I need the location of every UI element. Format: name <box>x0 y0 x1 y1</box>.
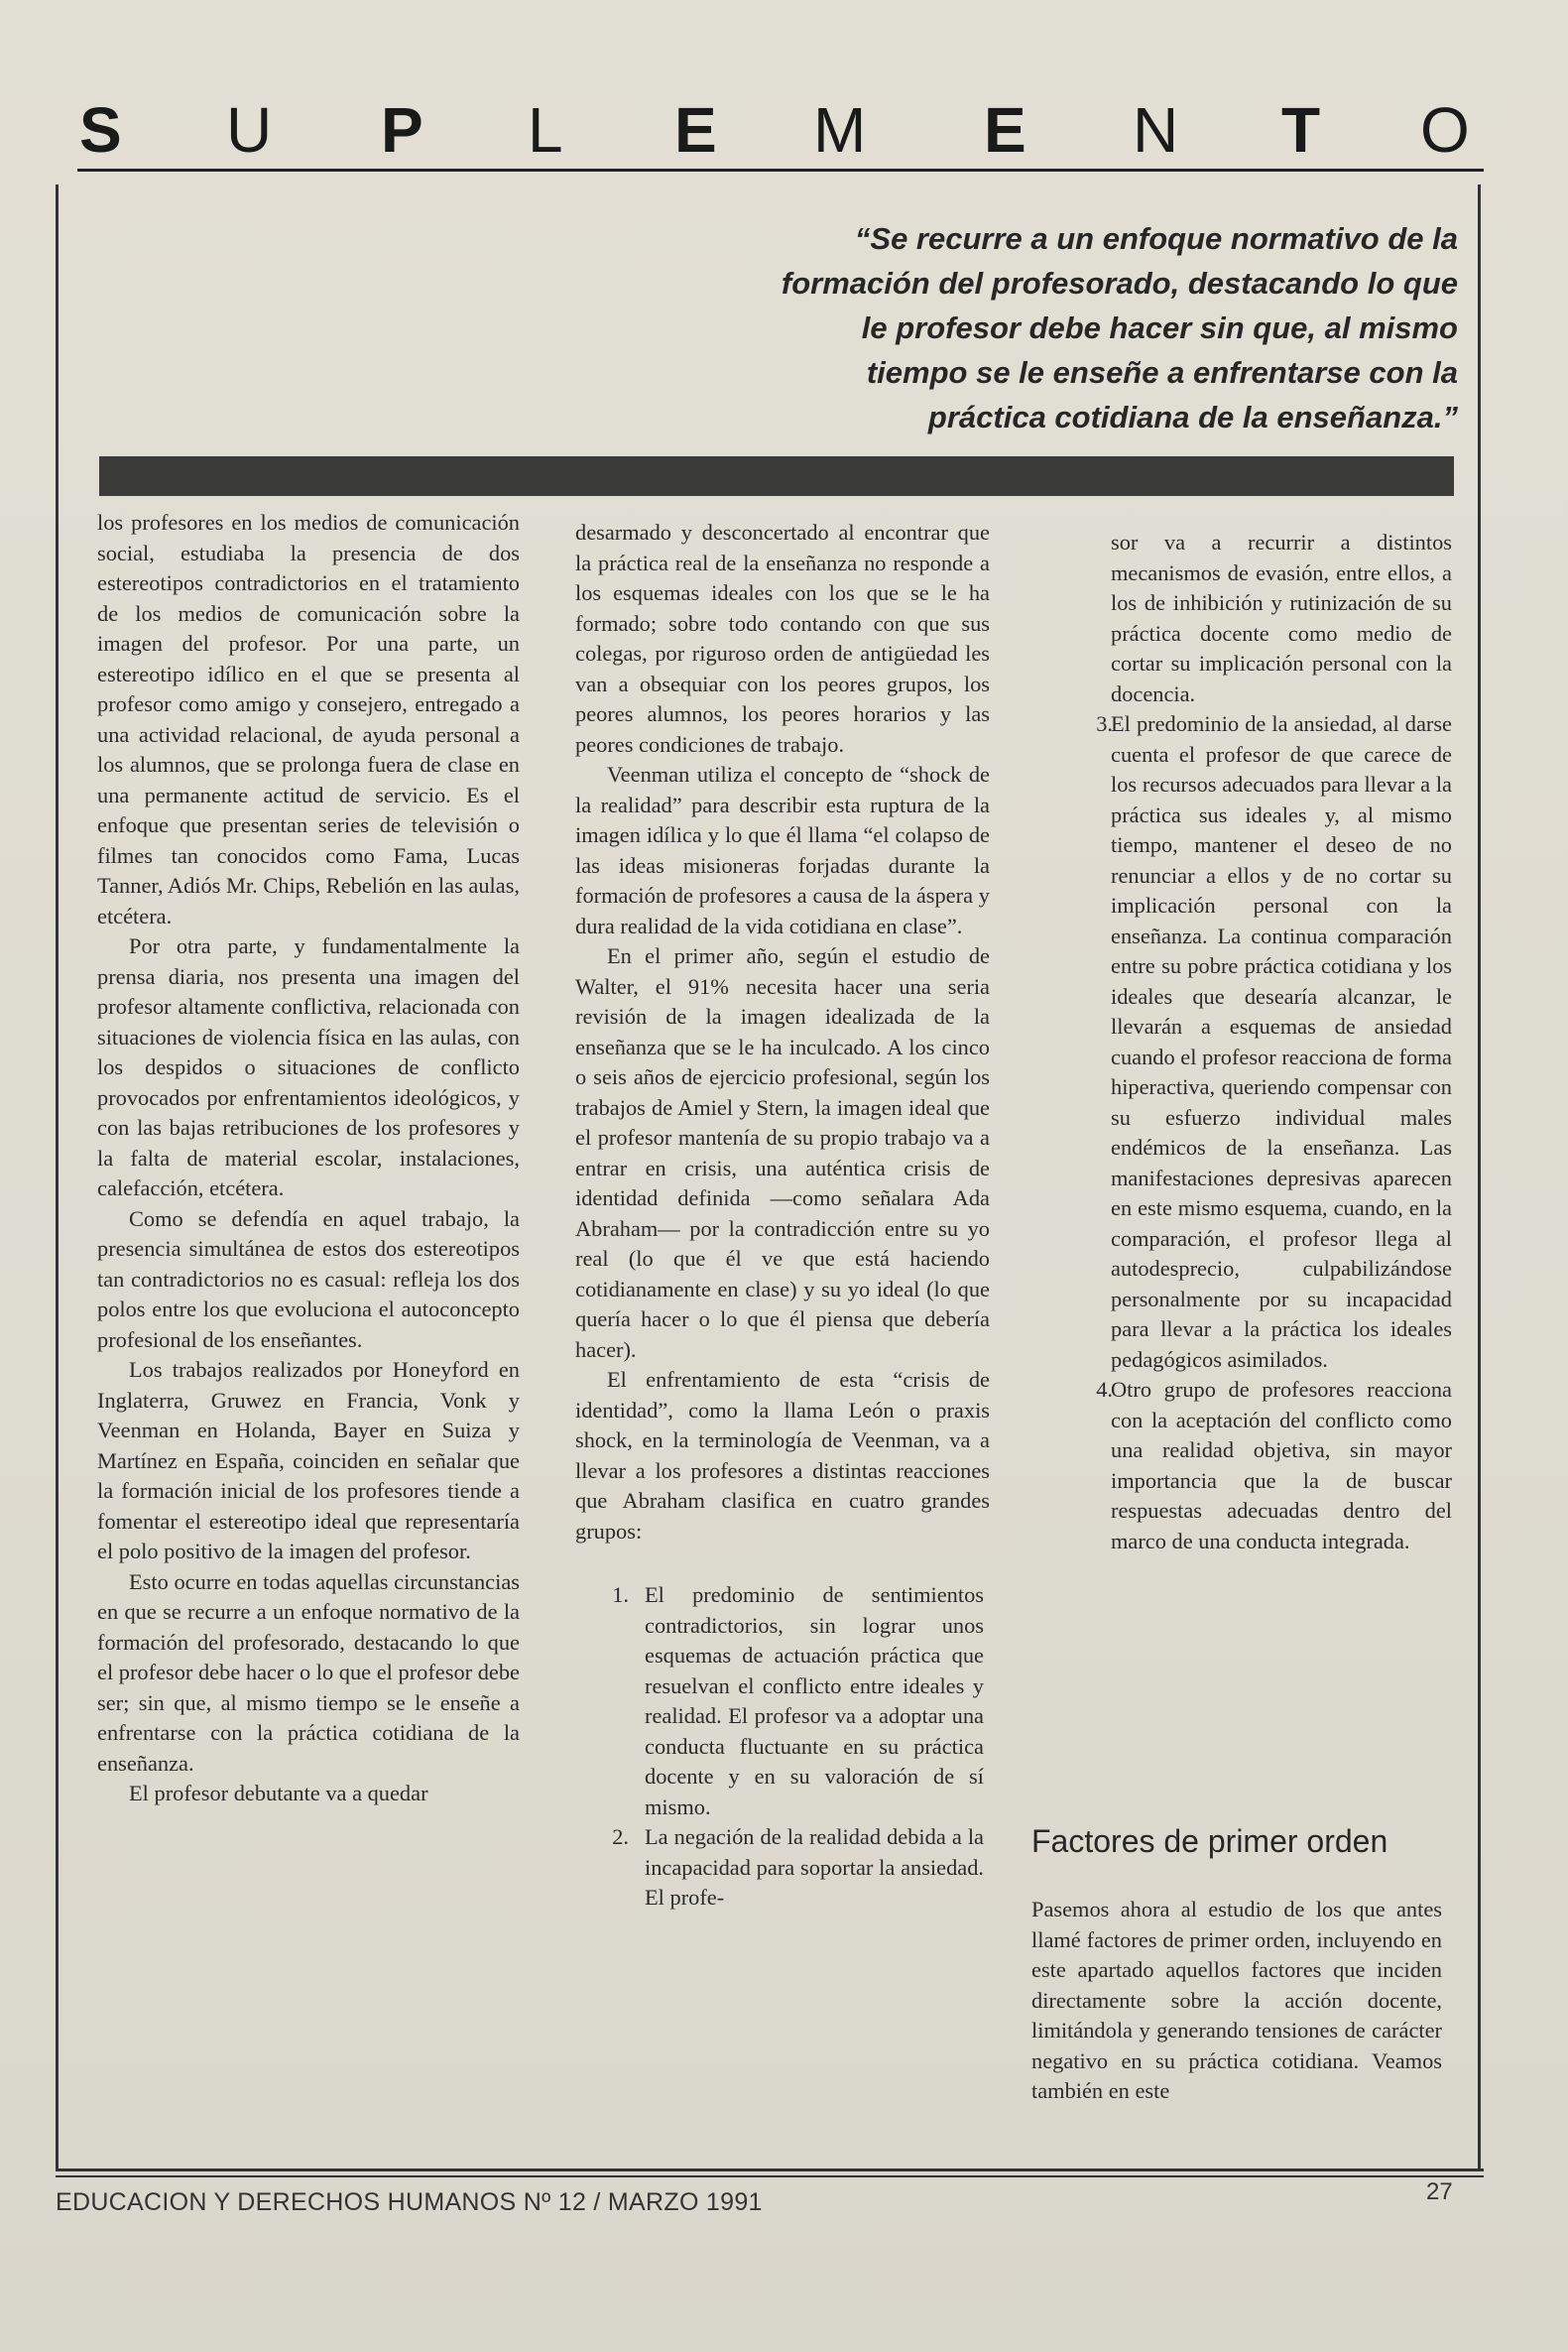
pull-quote-line: formación del profesorado, destacando lo que <box>781 266 1458 301</box>
text-column-3-continued <box>1031 1895 1442 2107</box>
paragraph: Esto ocurre en todas aquellas circunstancias en que se recurre a un enfoque normativo de la formación del profesorado, destacando lo que el profesor debe hacer o lo que el profesor debe ser; sin que, al mismo tiempo se le enseñe a enfrentarse con la práctica cotidiana de la enseñanza. <box>97 1568 520 1776</box>
paragraph: El profesor debutante va a quedar <box>129 1781 428 1805</box>
paragraph: Por otra parte, y fundamentalmente la prensa diaria, nos presenta una imagen del profesor altamente conflictiva, relacionada con situaciones de violencia física en las aulas, con los despidos o situaciones de conflicto provocados por enfrentamientos ideológicos, y con las bajas retribuciones de los profesores y la falta de material escolar, instalaciones, calefacción, etcétera. <box>97 933 520 1200</box>
list-item-text: El predominio de la ansiedad, al darse cuenta el profesor de que carece de los recursos adecuados para llevar a la práctica sus ideales y, al mismo tiempo, mantener el deseo de no renunciar a ellos y de no cortar su implicación personal con la enseñanza. La continua comparación entre su pobre práctica cotidiana y los ideales que desearía alcanzar, le llevarán a esquemas de ansiedad cuando el profesor reacciona de forma hiperactiva, queriendo compensar con su esfuerzo individual males endémicos de la enseñanza. Las manifestaciones depresivas aparecen en este mismo esquema, cuando, en la comparación, el profesor llega al autodesprecio, culpabilizándose personalmente por su incapacidad para llevar a la práctica los ideales pedagógicos asimilados. <box>1111 711 1452 1372</box>
pull-quote-line: práctica cotidiana de la enseñanza.” <box>927 400 1458 434</box>
header-letter: M <box>813 94 867 166</box>
header-letter: N <box>1133 94 1179 166</box>
publication-footer: EDUCACION Y DERECHOS HUMANOS Nº 12 / MARZO 1991 <box>56 2188 763 2216</box>
header-letter: E <box>984 94 1026 166</box>
paragraph: desarmado y desconcertado al encontrar que la práctica real de la enseñanza no responde a los esquemas ideales con los que se le ha formado; sobre todo contando con que sus colegas, por riguroso orden de antigüedad les van a obsequiar con los peores grupos, los peores alumnos, los peores horarios y las peores condiciones de trabajo. <box>575 520 990 757</box>
pull-quote-line: le profesor debe hacer sin que, al mismo <box>861 310 1458 345</box>
text-column-2 <box>575 518 990 1914</box>
list-item-text: Otro grupo de profesores reacciona con la aceptación del conflicto como una realidad objetiva, sin mayor importancia que la de buscar respuestas adecuadas dentro del marco de una conducta integrada. <box>1111 1377 1452 1553</box>
paragraph: los profesores en los medios de comunicación social, estudiaba la presencia de dos estereotipos contradictorios en el tratamiento de los medios de comunicación sobre la imagen del profesor. Por una parte, un estereotipo idílico en el que se presenta al profesor como amigo y consejero, entregado a una actividad relacional, de ayuda personal a los alumnos, que se prolonga fuera de clase en una permanente actitud de servicio. Es el enfoque que presentan series de televisión o filmes tan conocidos como Fama, Lucas Tanner, Adiós Mr. Chips, Rebelión en las aulas, etcétera. <box>97 510 521 928</box>
footer-rule <box>56 2168 1484 2171</box>
header-letter: S <box>79 94 122 166</box>
page-number: 27 <box>1426 2178 1453 2205</box>
list-item <box>612 1822 984 1914</box>
list-item-text: El predominio de sentimientos contradictorios, sin lograr unos esquemas de actuación práctica que resuelvan el conflicto entre ideales y realidad. El profesor va a adoptar una conducta fluctuante en su práctica docente y en su valoración de sí mismo. <box>645 1582 984 1819</box>
header-letter: T <box>1281 94 1321 166</box>
section-subheading: Factores de primer orden <box>1031 1823 1388 1859</box>
paragraph: En el primer año, según el estudio de Walter, el 91% necesita hacer una seria revisión de la imagen idealizada de la enseñanza que se le ha inculcado. A los cinco o seis años de ejercicio profesional, según los trabajos de Amiel y Stern, la imagen ideal que el profesor mantenía de su propio trabajo va a entrar en crisis, una auténtica crisis de identidad definida —como señalara Ada Abraham— por la contradicción entre su yo real (lo que él ve que está haciendo cotidianamente en clase) y su yo ideal (lo que quería hacer o lo que él piensa que debería hacer). <box>575 943 990 1362</box>
list-number: 2. <box>612 1824 629 1849</box>
list-item-text: La negación de la realidad debida a la incapacidad para soportar la ansiedad. El profe- <box>645 1824 984 1910</box>
paragraph: Como se defendía en aquel trabajo, la presencia simultánea de estos dos estereotipos tan contradictorios no es casual: refleja los dos polos entre los que evoluciona el autoconcepto profesional de los enseñantes. <box>97 1205 520 1352</box>
frame-left-rule <box>56 185 59 2168</box>
text-column-3 <box>1077 528 1452 1556</box>
list-item <box>612 1580 984 1822</box>
pull-quote <box>555 216 1458 439</box>
reaction-list-continued <box>1096 709 1452 1556</box>
list-number: 4. <box>1096 1377 1113 1402</box>
text-column-1 <box>97 508 520 1809</box>
paragraph: Los trabajos realizados por Honeyford en Inglaterra, Gruwez en Francia, Vonk y Veenman en Holanda, Bayer en Suiza y Martínez en España, coinciden en señalar que la formación inicial de los profesores tiende a fomentar el estereotipo ideal que representaría el polo positivo de la imagen del profesor. <box>97 1357 520 1563</box>
header-letter: O <box>1420 94 1470 166</box>
frame-right-rule <box>1478 185 1481 2168</box>
paragraph: El enfrentamiento de esta “crisis de identidad”, como la llama León o praxis shock, en la terminología de Veenman, va a llevar a los profesores a distintas reacciones que Abraham clasifica en cuatro grandes grupos: <box>575 1367 990 1544</box>
list-continuation <box>1111 528 1452 709</box>
list-item <box>1096 709 1452 1375</box>
list-number: 3. <box>1096 711 1113 736</box>
list-number: 1. <box>612 1582 629 1607</box>
decorative-divider-bar <box>99 456 1454 496</box>
header-letter: P <box>381 94 423 166</box>
header-letter: L <box>528 94 563 166</box>
reaction-list <box>612 1580 984 1914</box>
list-item <box>1096 1375 1452 1556</box>
footer-rule <box>56 2175 1484 2177</box>
paragraph: Pasemos ahora al estudio de los que antes llamé factores de primer orden, incluyendo en este apartado aquellos factores que inciden directamente sobre la acción docente, limitándola y generando tensiones de carácter negativo en su práctica cotidiana. Veamos también en este <box>1031 1897 1442 2103</box>
paragraph: sor va a recurrir a distintos mecanismos de evasión, entre ellos, a los de inhibición y rutinización de su práctica docente como medio de cortar su implicación personal con la docencia. <box>1111 530 1452 706</box>
header-rule <box>77 169 1484 172</box>
section-header-suplemento <box>79 85 1468 175</box>
pull-quote-line: tiempo se le enseñe a enfrentarse con la <box>866 355 1458 390</box>
pull-quote-line: “Se recurre a un enfoque normativo de la <box>854 221 1458 256</box>
paragraph: Veenman utiliza el concepto de “shock de la realidad” para describir esta ruptura de la imagen idílica y lo que él llama “el colapso de las ideas misioneras forjadas durante la formación de profesores a causa de la áspera y dura realidad de la vida cotidiana en clase”. <box>575 762 990 938</box>
header-letter: U <box>226 94 273 166</box>
header-letter: E <box>674 94 717 166</box>
